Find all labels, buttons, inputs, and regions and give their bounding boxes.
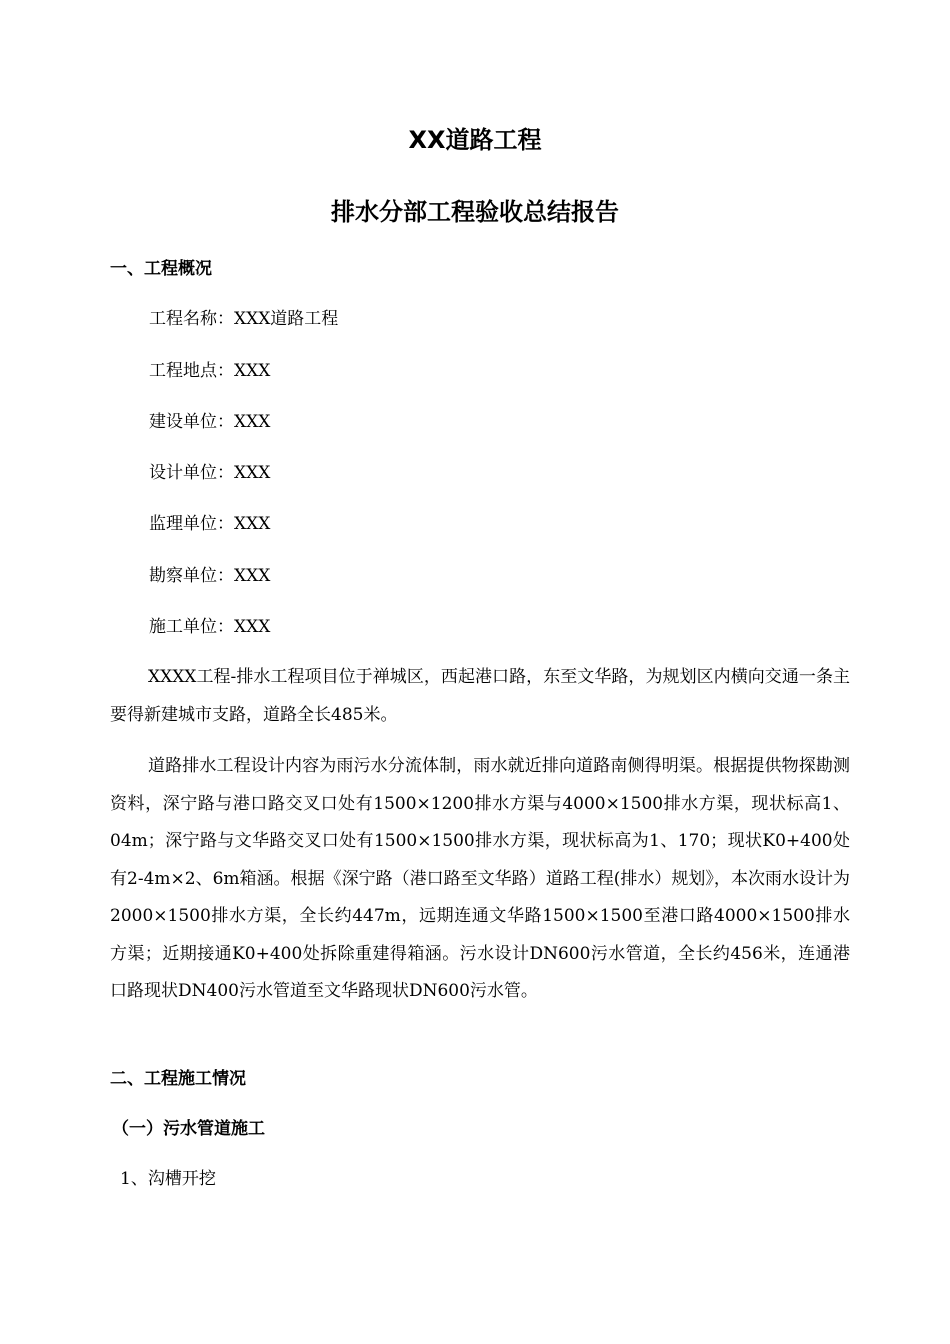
project-location-line: 工程地点：XXX bbox=[149, 361, 271, 381]
section-heading-overview: 一、工程概况 bbox=[110, 259, 212, 279]
construction-unit-line: 建设单位：XXX bbox=[149, 412, 271, 432]
item-trench-excavation: 1、沟槽开挖 bbox=[120, 1169, 216, 1189]
contractor-unit-line: 施工单位：XXX bbox=[149, 617, 271, 637]
document-subtitle: 排水分部工程验收总结报告 bbox=[331, 198, 619, 226]
project-name-line: 工程名称：XXX道路工程 bbox=[149, 309, 339, 329]
supervision-unit-line: 监理单位：XXX bbox=[149, 514, 271, 534]
overview-paragraph: XXXX工程-排水工程项目位于禅城区，西起港口路，东至文华路，为规划区内横向交通一条主要得新建城市支路，道路全长485米。 bbox=[110, 667, 850, 725]
design-unit-line: 设计单位：XXX bbox=[149, 463, 271, 483]
document-title: XX道路工程 bbox=[408, 126, 542, 154]
survey-unit-line: 勘察单位：XXX bbox=[149, 566, 271, 586]
subsection-heading-sewer: （一）污水管道施工 bbox=[112, 1119, 265, 1139]
drainage-design-paragraph: 道路排水工程设计内容为雨污水分流体制，雨水就近排向道路南侧得明渠。根据提供物探勘测资料，深宁路与港口路交叉口处有1500×1200排水方渠与4000×1500排水方渠，现状标高1、04m；深宁路与文华路交叉口处有1500×1500排水方渠，现状标高为1、170；现状K0+400处有2-4m×2、6m箱涵。根据《深宁路（港口路至文华路）道路工程(排水）规划》，本次雨水设计为2000×1500排水方渠，全长约447m，远期连通文华路1500×1500至港口路4000×1500排水方渠；近期接通K0+400处拆除重建得箱涵。污水设计DN600污水管道，全长约456米，连通港口路现状DN400污水管道至文华路现状DN600污水管。 bbox=[110, 756, 850, 1001]
section-heading-construction: 二、工程施工情况 bbox=[110, 1069, 246, 1089]
